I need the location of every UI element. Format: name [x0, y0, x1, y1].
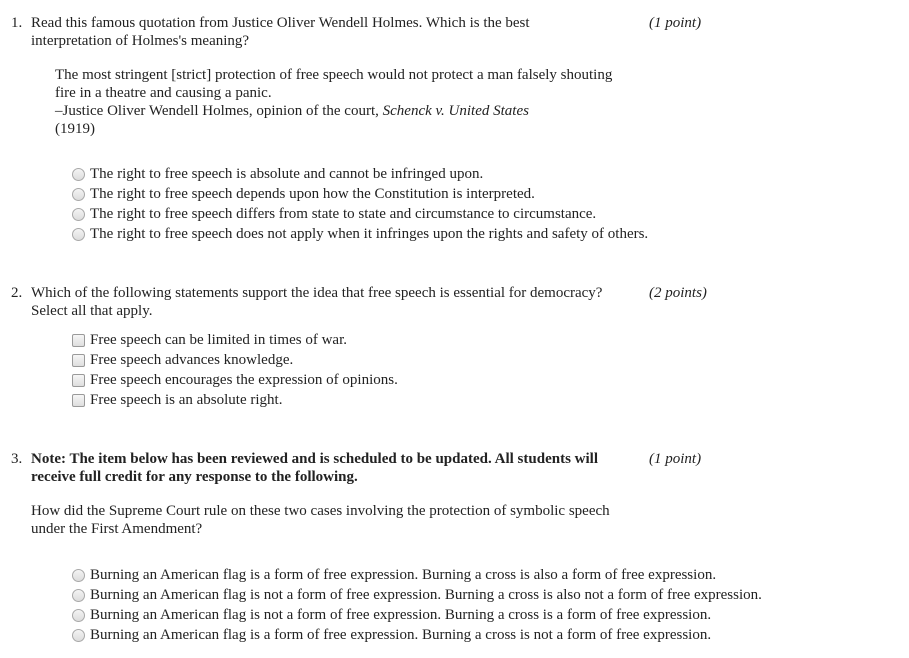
radio-button[interactable]	[72, 609, 85, 622]
quote-text: The most stringent [strict] protection of free speech would not protect a man falsely shouting fire in a theatre and causing a panic.	[55, 67, 613, 101]
q2-option-2[interactable]	[72, 350, 398, 370]
question-subtext: Select all that apply.	[31, 303, 153, 319]
q1-option-1[interactable]	[72, 164, 648, 184]
radio-button[interactable]	[72, 569, 85, 582]
option-label: The right to free speech is absolute and cannot be infringed upon.	[90, 166, 484, 182]
q2-option-4[interactable]	[72, 390, 398, 410]
quote-attribution	[55, 102, 615, 120]
radio-button[interactable]	[72, 168, 85, 181]
quote-year: (1919)	[55, 121, 95, 137]
question-text: Which of the following statements support the idea that free speech is essential for democracy?	[31, 285, 603, 301]
radio-button[interactable]	[72, 188, 85, 201]
q2-option-3[interactable]	[72, 370, 398, 390]
q1-options	[72, 164, 648, 244]
quote-case-name: Schenck v. United States	[382, 103, 529, 119]
radio-button[interactable]	[72, 208, 85, 221]
q3-option-1[interactable]	[72, 565, 762, 585]
quotation	[55, 66, 615, 138]
option-label: Free speech is an absolute right.	[90, 392, 283, 408]
q3-option-3[interactable]	[72, 605, 762, 625]
q2-option-1[interactable]	[72, 330, 398, 350]
checkbox[interactable]	[72, 374, 85, 387]
option-label: Free speech advances knowledge.	[90, 352, 294, 368]
q1-option-4[interactable]	[72, 224, 648, 244]
option-label: Burning an American flag is a form of free expression. Burning a cross is also a form of free expression.	[90, 567, 717, 583]
checkbox[interactable]	[72, 354, 85, 367]
q1-option-2[interactable]	[72, 184, 648, 204]
q2-options	[72, 330, 398, 410]
option-label: The right to free speech does not apply when it infringes upon the rights and safety of others.	[90, 226, 649, 242]
question-stem: Read this famous quotation from Justice Oliver Wendell Holmes. Which is the best interpretation of Holmes's meaning?	[31, 15, 530, 49]
option-label: The right to free speech differs from state to state and circumstance to circumstance.	[90, 206, 597, 222]
checkbox[interactable]	[72, 394, 85, 407]
radio-button[interactable]	[72, 589, 85, 602]
question-stem	[31, 284, 651, 320]
question-note	[31, 450, 643, 486]
checkbox[interactable]	[72, 334, 85, 347]
note-text: Note: The item below has been reviewed and is scheduled to be updated. All students will receive full credit for any response to the following.	[31, 451, 598, 485]
question-number: 3.	[11, 451, 23, 467]
q1-option-3[interactable]	[72, 204, 648, 224]
option-label: Free speech can be limited in times of war.	[90, 332, 347, 348]
question-points: (1 point)	[649, 451, 702, 467]
option-label: Burning an American flag is not a form of free expression. Burning a cross is also not a form of free expression.	[90, 587, 762, 603]
question-number: 2.	[11, 285, 23, 301]
question-number: 1.	[11, 15, 23, 31]
question-points: (2 points)	[649, 285, 707, 301]
radio-button[interactable]	[72, 228, 85, 241]
option-label: Burning an American flag is a form of free expression. Burning a cross is not a form of free expression.	[90, 627, 712, 643]
q3-option-4[interactable]	[72, 625, 762, 645]
option-label: The right to free speech depends upon how the Constitution is interpreted.	[90, 186, 535, 202]
question-points: (1 point)	[649, 15, 702, 31]
q3-options	[72, 565, 762, 645]
quote-attribution-prefix: –Justice Oliver Wendell Holmes, opinion of the court,	[55, 103, 379, 119]
option-label: Burning an American flag is not a form of free expression. Burning a cross is a form of free expression.	[90, 607, 712, 623]
question-text: How did the Supreme Court rule on these two cases involving the protection of symbolic speech under the First Amendment?	[31, 503, 610, 537]
radio-button[interactable]	[72, 629, 85, 642]
q3-option-2[interactable]	[72, 585, 762, 605]
option-label: Free speech encourages the expression of opinions.	[90, 372, 398, 388]
